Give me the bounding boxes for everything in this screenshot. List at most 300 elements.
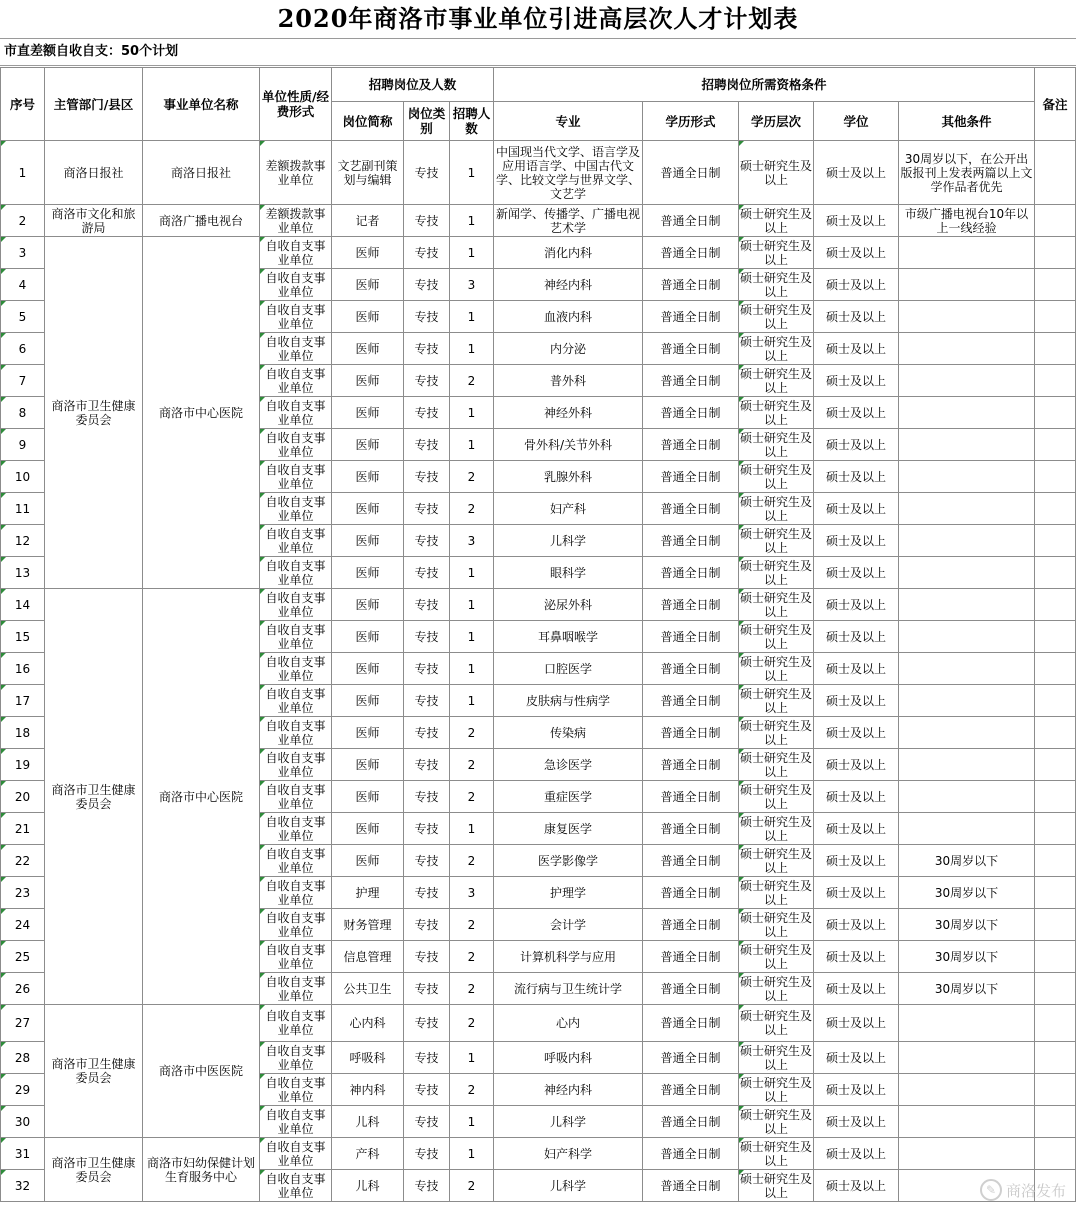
header-edu-level: 学历层次 (739, 102, 814, 141)
cell-major: 急诊医学 (494, 749, 643, 781)
cell-post-type: 专技 (404, 1106, 450, 1138)
cell-seq: 27 (1, 1005, 45, 1042)
cell-post-name: 财务管理 (332, 909, 404, 941)
cell-post-name: 医师 (332, 237, 404, 269)
cell-edu-level: 硕士研究生及以上 (740, 686, 813, 715)
cell-post-name: 医师 (332, 685, 404, 717)
cell-seq: 1 (1, 141, 45, 205)
cell-edu-level: 硕士研究生及以上 (740, 1171, 813, 1200)
cell-remark (1035, 1106, 1076, 1138)
cell-post-name: 护理 (332, 877, 404, 909)
cell-nature: 自收自支事业单位 (260, 1106, 332, 1138)
cell-remark (1035, 909, 1076, 941)
cell-post-name: 记者 (332, 205, 404, 237)
cell-seq: 26 (1, 973, 45, 1005)
cell-remark (1035, 269, 1076, 301)
cell-remark (1035, 205, 1076, 237)
cell-edu-level: 硕士研究生及以上 (740, 590, 813, 619)
cell-count: 1 (450, 1042, 494, 1074)
cell-other (899, 557, 1035, 589)
cell-count: 2 (450, 365, 494, 397)
cell-edu-form: 普通全日制 (643, 301, 739, 333)
cell-post-name: 信息管理 (332, 941, 404, 973)
cell-nature: 自收自支事业单位 (260, 781, 332, 813)
cell-major: 普外科 (494, 365, 643, 397)
cell-edu-level: 硕士研究生及以上 (740, 270, 813, 299)
cell-degree: 硕士及以上 (814, 749, 899, 781)
header-edu-form: 学历形式 (643, 102, 739, 141)
cell-count: 3 (450, 525, 494, 557)
cell-other (899, 269, 1035, 301)
cell-edu-level: 硕士研究生及以上 (740, 974, 813, 1003)
cell-other: 30周岁以下 (899, 973, 1035, 1005)
cell-edu-form: 普通全日制 (643, 877, 739, 909)
cell-post-type: 专技 (404, 909, 450, 941)
cell-other (899, 1042, 1035, 1074)
watermark-text: 商洛发布 (1005, 1181, 1066, 1200)
cell-edu-form: 普通全日制 (643, 429, 739, 461)
cell-remark (1035, 461, 1076, 493)
cell-post-type: 专技 (404, 813, 450, 845)
cell-degree: 硕士及以上 (814, 205, 899, 237)
cell-other (899, 429, 1035, 461)
cell-edu-level: 硕士研究生及以上 (740, 1139, 813, 1168)
cell-dept: 商洛市卫生健康委员会 (45, 589, 143, 1005)
cell-edu-level: 硕士研究生及以上 (740, 814, 813, 843)
cell-edu-level: 硕士研究生及以上 (740, 1075, 813, 1104)
table-row (1, 237, 1076, 269)
cell-nature: 自收自支事业单位 (260, 1042, 332, 1074)
header-req-group: 招聘岗位所需资格条件 (494, 68, 1035, 102)
cell-remark (1035, 973, 1076, 1005)
cell-nature: 自收自支事业单位 (260, 557, 332, 589)
cell-post-name: 医师 (332, 525, 404, 557)
cell-post-name: 医师 (332, 461, 404, 493)
cell-nature: 自收自支事业单位 (260, 685, 332, 717)
cell-edu-form: 普通全日制 (643, 1170, 739, 1202)
cell-count: 1 (450, 1138, 494, 1170)
cell-edu-form: 普通全日制 (643, 1005, 739, 1042)
cell-post-type: 专技 (404, 333, 450, 365)
cell-post-type: 专技 (404, 1170, 450, 1202)
cell-degree: 硕士及以上 (814, 365, 899, 397)
cell-seq: 4 (1, 269, 45, 301)
cell-edu-form: 普通全日制 (643, 1138, 739, 1170)
cell-degree: 硕士及以上 (814, 813, 899, 845)
cell-nature: 自收自支事业单位 (260, 1074, 332, 1106)
cell-edu-form: 普通全日制 (643, 397, 739, 429)
cell-degree: 硕士及以上 (814, 333, 899, 365)
cell-edu-level: 硕士研究生及以上 (740, 782, 813, 811)
cell-edu-level: 硕士研究生及以上 (740, 494, 813, 523)
cell-seq: 2 (1, 205, 45, 237)
cell-remark (1035, 1138, 1076, 1170)
cell-other: 30周岁以下 (899, 845, 1035, 877)
table-row (1, 205, 1076, 237)
cell-post-name: 医师 (332, 749, 404, 781)
cell-post-type: 专技 (404, 749, 450, 781)
cell-remark (1035, 237, 1076, 269)
cell-edu-level: 硕士研究生及以上 (740, 462, 813, 491)
cell-degree: 硕士及以上 (814, 301, 899, 333)
cell-unit: 商洛市妇幼保健计划生育服务中心 (143, 1138, 260, 1202)
cell-count: 2 (450, 749, 494, 781)
cell-post-type: 专技 (404, 589, 450, 621)
cell-nature: 自收自支事业单位 (260, 941, 332, 973)
cell-seq: 17 (1, 685, 45, 717)
cell-edu-level: 硕士研究生及以上 (740, 366, 813, 395)
cell-edu-level: 硕士研究生及以上 (740, 654, 813, 683)
cell-edu-form: 普通全日制 (643, 333, 739, 365)
cell-post-name: 医师 (332, 653, 404, 685)
cell-seq: 29 (1, 1074, 45, 1106)
header-post-group: 招聘岗位及人数 (332, 68, 494, 102)
cell-post-name: 医师 (332, 621, 404, 653)
header-seq: 序号 (1, 68, 45, 141)
cell-degree: 硕士及以上 (814, 1074, 899, 1106)
cell-nature: 自收自支事业单位 (260, 493, 332, 525)
header-post-type: 岗位类别 (404, 102, 450, 141)
cell-count: 2 (450, 493, 494, 525)
cell-post-name: 医师 (332, 333, 404, 365)
cell-count: 1 (450, 589, 494, 621)
table-row (1, 141, 1076, 205)
cell-remark (1035, 813, 1076, 845)
cell-edu-level: 硕士研究生及以上 (739, 141, 814, 205)
cell-count: 2 (450, 781, 494, 813)
cell-seq: 30 (1, 1106, 45, 1138)
cell-major: 呼吸内科 (494, 1042, 643, 1074)
cell-major: 康复医学 (494, 813, 643, 845)
cell-major: 骨外科/关节外科 (494, 429, 643, 461)
cell-major: 医学影像学 (494, 845, 643, 877)
cell-other (899, 1074, 1035, 1106)
cell-seq: 25 (1, 941, 45, 973)
cell-count: 2 (450, 909, 494, 941)
cell-remark (1035, 557, 1076, 589)
cell-other (899, 685, 1035, 717)
cell-seq: 23 (1, 877, 45, 909)
cell-degree: 硕士及以上 (814, 877, 899, 909)
cell-count: 1 (450, 301, 494, 333)
cell-edu-level: 硕士研究生及以上 (740, 846, 813, 875)
cell-count: 1 (450, 333, 494, 365)
cell-count: 1 (450, 621, 494, 653)
cell-remark (1035, 781, 1076, 813)
cell-degree: 硕士及以上 (814, 589, 899, 621)
recruitment-table (0, 67, 1076, 1202)
cell-count: 1 (450, 237, 494, 269)
cell-other (899, 717, 1035, 749)
cell-post-type: 专技 (404, 205, 450, 237)
cell-nature: 自收自支事业单位 (260, 461, 332, 493)
cell-major: 儿科学 (494, 1170, 643, 1202)
cell-count: 1 (450, 141, 494, 205)
cell-degree: 硕士及以上 (814, 909, 899, 941)
cell-other (899, 781, 1035, 813)
cell-major: 消化内科 (494, 237, 643, 269)
plan-subtitle: 市直差额自收自支：50个计划 (0, 38, 1076, 66)
cell-seq: 11 (1, 493, 45, 525)
cell-post-type: 专技 (404, 237, 450, 269)
cell-post-type: 专技 (404, 269, 450, 301)
cell-remark (1035, 365, 1076, 397)
cell-seq: 18 (1, 717, 45, 749)
cell-nature: 差额拨款事业单位 (260, 141, 332, 205)
cell-major: 耳鼻咽喉学 (494, 621, 643, 653)
cell-post-type: 专技 (404, 941, 450, 973)
cell-other (899, 301, 1035, 333)
cell-degree: 硕士及以上 (814, 1138, 899, 1170)
cell-major: 传染病 (494, 717, 643, 749)
cell-remark (1035, 589, 1076, 621)
cell-post-type: 专技 (404, 429, 450, 461)
cell-edu-level: 硕士研究生及以上 (740, 430, 813, 459)
cell-degree: 硕士及以上 (814, 141, 899, 205)
cell-seq: 28 (1, 1042, 45, 1074)
cell-seq: 31 (1, 1138, 45, 1170)
cell-major: 神经内科 (494, 1074, 643, 1106)
cell-seq: 3 (1, 237, 45, 269)
cell-degree: 硕士及以上 (814, 717, 899, 749)
cell-remark (1035, 845, 1076, 877)
cell-remark (1035, 1074, 1076, 1106)
cell-major: 皮肤病与性病学 (494, 685, 643, 717)
cell-major: 中国现当代文学、语言学及应用语言学、中国古代文学、比较文学与世界文学、文艺学 (494, 141, 643, 205)
cell-count: 3 (450, 269, 494, 301)
cell-post-type: 专技 (404, 141, 450, 205)
cell-post-name: 医师 (332, 397, 404, 429)
cell-post-type: 专技 (404, 461, 450, 493)
cell-seq: 32 (1, 1170, 45, 1202)
header-other: 其他条件 (899, 102, 1035, 141)
cell-other (899, 749, 1035, 781)
cell-other (899, 397, 1035, 429)
cell-remark (1035, 877, 1076, 909)
cell-post-type: 专技 (404, 621, 450, 653)
cell-post-name: 医师 (332, 429, 404, 461)
cell-remark (1035, 301, 1076, 333)
cell-seq: 8 (1, 397, 45, 429)
cell-post-name: 医师 (332, 845, 404, 877)
cell-edu-level: 硕士研究生及以上 (739, 1005, 814, 1042)
cell-major: 新闻学、传播学、广播电视艺术学 (494, 205, 643, 237)
table-row (1, 1138, 1076, 1170)
cell-post-name: 医师 (332, 365, 404, 397)
cell-remark (1035, 1005, 1076, 1042)
cell-seq: 21 (1, 813, 45, 845)
cell-seq: 12 (1, 525, 45, 557)
cell-edu-form: 普通全日制 (643, 1106, 739, 1138)
cell-edu-level: 硕士研究生及以上 (740, 238, 813, 267)
cell-seq: 19 (1, 749, 45, 781)
cell-remark (1035, 717, 1076, 749)
cell-major: 会计学 (494, 909, 643, 941)
cell-nature: 自收自支事业单位 (260, 1005, 332, 1042)
cell-major: 流行病与卫生统计学 (494, 973, 643, 1005)
cell-edu-form: 普通全日制 (643, 813, 739, 845)
header-dept: 主管部门/县区 (45, 68, 143, 141)
cell-post-type: 专技 (404, 1042, 450, 1074)
cell-count: 2 (450, 1170, 494, 1202)
cell-post-name: 文艺副刊策划与编辑 (332, 141, 404, 205)
header-post-name: 岗位简称 (332, 102, 404, 141)
cell-remark (1035, 333, 1076, 365)
cell-seq: 24 (1, 909, 45, 941)
cell-count: 2 (450, 1074, 494, 1106)
cell-count: 1 (450, 397, 494, 429)
cell-nature: 自收自支事业单位 (260, 845, 332, 877)
cell-degree: 硕士及以上 (814, 845, 899, 877)
cell-seq: 20 (1, 781, 45, 813)
cell-post-type: 专技 (404, 1138, 450, 1170)
page-title: 2020年商洛市事业单位引进高层次人才计划表 (0, 0, 1076, 39)
cell-post-type: 专技 (404, 301, 450, 333)
cell-nature: 自收自支事业单位 (260, 909, 332, 941)
cell-edu-level: 硕士研究生及以上 (740, 750, 813, 779)
cell-edu-level: 硕士研究生及以上 (740, 398, 813, 427)
cell-post-type: 专技 (404, 877, 450, 909)
cell-edu-form: 普通全日制 (643, 1074, 739, 1106)
cell-seq: 10 (1, 461, 45, 493)
cell-major: 内分泌 (494, 333, 643, 365)
cell-degree: 硕士及以上 (814, 397, 899, 429)
cell-edu-form: 普通全日制 (643, 461, 739, 493)
cell-seq: 9 (1, 429, 45, 461)
cell-post-type: 专技 (404, 973, 450, 1005)
cell-post-name: 医师 (332, 813, 404, 845)
cell-post-type: 专技 (404, 685, 450, 717)
cell-nature: 自收自支事业单位 (260, 301, 332, 333)
cell-post-type: 专技 (404, 781, 450, 813)
cell-major: 护理学 (494, 877, 643, 909)
cell-post-type: 专技 (404, 717, 450, 749)
cell-other (899, 1106, 1035, 1138)
cell-remark (1035, 141, 1076, 205)
cell-count: 1 (450, 557, 494, 589)
cell-nature: 自收自支事业单位 (260, 525, 332, 557)
cell-edu-form: 普通全日制 (643, 141, 739, 205)
cell-edu-form: 普通全日制 (643, 621, 739, 653)
cell-remark (1035, 397, 1076, 429)
cell-edu-level: 硕士研究生及以上 (740, 718, 813, 747)
cell-degree: 硕士及以上 (814, 973, 899, 1005)
cell-edu-level: 硕士研究生及以上 (740, 878, 813, 907)
cell-major: 计算机科学与应用 (494, 941, 643, 973)
cell-other (899, 589, 1035, 621)
cell-nature: 自收自支事业单位 (260, 365, 332, 397)
cell-post-name: 医师 (332, 781, 404, 813)
cell-count: 2 (450, 1005, 494, 1042)
cell-major: 口腔医学 (494, 653, 643, 685)
cell-post-name: 儿科 (332, 1170, 404, 1202)
cell-seq: 6 (1, 333, 45, 365)
cell-remark (1035, 429, 1076, 461)
cell-edu-form: 普通全日制 (643, 493, 739, 525)
cell-degree: 硕士及以上 (814, 781, 899, 813)
cell-nature: 自收自支事业单位 (260, 269, 332, 301)
cell-degree: 硕士及以上 (814, 269, 899, 301)
cell-nature: 自收自支事业单位 (260, 1170, 332, 1202)
cell-post-name: 产科 (332, 1138, 404, 1170)
cell-post-type: 专技 (404, 653, 450, 685)
cell-degree: 硕士及以上 (814, 461, 899, 493)
cell-other (899, 621, 1035, 653)
cell-seq: 16 (1, 653, 45, 685)
cell-edu-level: 硕士研究生及以上 (740, 526, 813, 555)
cell-post-name: 呼吸科 (332, 1042, 404, 1074)
cell-nature: 自收自支事业单位 (260, 973, 332, 1005)
cell-post-name: 医师 (332, 269, 404, 301)
cell-degree: 硕士及以上 (814, 429, 899, 461)
cell-edu-form: 普通全日制 (643, 1042, 739, 1074)
cell-count: 3 (450, 877, 494, 909)
cell-degree: 硕士及以上 (814, 685, 899, 717)
cell-edu-form: 普通全日制 (643, 909, 739, 941)
cell-other (899, 461, 1035, 493)
cell-unit: 商洛市中心医院 (143, 237, 260, 589)
cell-nature: 自收自支事业单位 (260, 621, 332, 653)
cell-other (899, 525, 1035, 557)
header-major: 专业 (494, 102, 643, 141)
cell-post-name: 公共卫生 (332, 973, 404, 1005)
cell-unit: 商洛广播电视台 (143, 205, 260, 237)
cell-edu-level: 硕士研究生及以上 (740, 302, 813, 331)
cell-major: 神经内科 (494, 269, 643, 301)
cell-count: 1 (450, 1106, 494, 1138)
cell-edu-form: 普通全日制 (643, 365, 739, 397)
cell-seq: 7 (1, 365, 45, 397)
cell-other (899, 1138, 1035, 1170)
cell-other: 30周岁以下 (899, 877, 1035, 909)
cell-edu-form: 普通全日制 (643, 589, 739, 621)
cell-edu-form: 普通全日制 (643, 269, 739, 301)
cell-other: 30周岁以下 (899, 941, 1035, 973)
cell-other: 市级广播电视台10年以上一线经验 (899, 205, 1035, 237)
header-remark: 备注 (1035, 68, 1076, 141)
cell-other (899, 237, 1035, 269)
cell-edu-form: 普通全日制 (643, 749, 739, 781)
cell-degree: 硕士及以上 (814, 653, 899, 685)
watermark-logo-icon: ✎ (980, 1179, 1002, 1201)
cell-nature: 自收自支事业单位 (260, 333, 332, 365)
table-row (1, 589, 1076, 621)
cell-edu-level: 硕士研究生及以上 (740, 1043, 813, 1072)
cell-edu-level: 硕士研究生及以上 (740, 206, 813, 235)
cell-degree: 硕士及以上 (814, 493, 899, 525)
cell-edu-level: 硕士研究生及以上 (740, 910, 813, 939)
cell-post-name: 心内科 (332, 1005, 404, 1042)
cell-edu-form: 普通全日制 (643, 525, 739, 557)
cell-edu-level: 硕士研究生及以上 (740, 558, 813, 587)
cell-dept: 商洛市卫生健康委员会 (45, 1005, 143, 1138)
cell-major: 乳腺外科 (494, 461, 643, 493)
cell-count: 1 (450, 813, 494, 845)
cell-dept: 商洛日报社 (45, 141, 143, 205)
cell-degree: 硕士及以上 (814, 621, 899, 653)
cell-post-type: 专技 (404, 1074, 450, 1106)
cell-post-name: 神内科 (332, 1074, 404, 1106)
cell-major: 妇产科 (494, 493, 643, 525)
cell-nature: 自收自支事业单位 (260, 717, 332, 749)
cell-major: 眼科学 (494, 557, 643, 589)
cell-nature: 自收自支事业单位 (260, 397, 332, 429)
cell-unit: 商洛市中医医院 (143, 1005, 260, 1138)
cell-edu-form: 普通全日制 (643, 973, 739, 1005)
cell-count: 2 (450, 717, 494, 749)
cell-post-type: 专技 (404, 1005, 450, 1042)
cell-other (899, 493, 1035, 525)
